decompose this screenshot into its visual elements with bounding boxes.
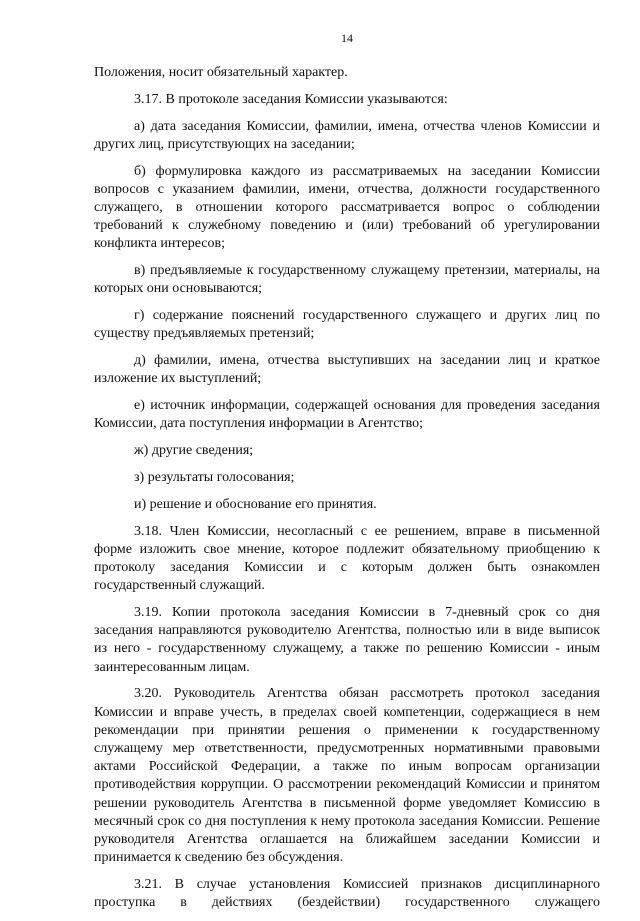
list-item-v: в) предъявляемые к государственному служащему претензии, материалы, на которых они основываются; (94, 263, 600, 297)
paragraph-3-17: 3.17. В протоколе заседания Комиссии указываются: (134, 91, 448, 107)
list-item-z: з) результаты голосования; (134, 470, 295, 485)
list-item-d: д) фамилии, имена, отчества выступивших на заседании лиц и краткое изложение их выступлений; (94, 353, 600, 387)
list-item-b: б) формулировка каждого из рассматриваемых на заседании Комиссии вопросов с указанием фамилии, имени, отчества, должности государственного служащего, в отношении которого рассматривается вопрос о соблюдении требований к служебному поведению и (или) требований об урегулировании конфликта интересов; (94, 163, 600, 252)
page-number: 14 (341, 31, 353, 45)
paragraph-3-19: 3.19. Копии протокола заседания Комиссии в 7-дневный срок со дня заседания направляются руководителю Агентства, полностью или в виде выписок из него - государственному служащему, а также по решению Комиссии - иным заинтересованным лицам. (94, 605, 600, 675)
document-page (94, 30, 600, 921)
paragraph-continuation: Положения, носит обязательный характер. (94, 65, 348, 80)
list-item-zh: ж) другие сведения; (134, 443, 254, 459)
paragraph-3-20: 3.20. Руководитель Агентства обязан рассмотреть протокол заседания Комиссии и вправе учесть, в пределах своей компетенции, содержащиеся в нем рекомендации при принятии решения о применении к государственному служащему мер ответственности, предусмотренных нормативными правовыми актами Российской Федерации, а также по иным вопросам организации противодействия коррупции. О рассмотрении рекомендаций Комиссии и принятом решении руководитель Агентства в письменной форме уведомляет Комиссию в месячный срок со дня поступления к нему протокола заседания Комиссии. Решение руководителя Агентства оглашается на ближайшем заседании Комиссии и принимается к сведению без обсуждения. (94, 686, 600, 866)
paragraph-3-18: 3.18. Член Комиссии, несогласный с ее решением, вправе в письменной форме изложить свое мнение, которое подлежит обязательному приобщению к протоколу заседания Комиссии и с которым должен быть ознакомлен государственный служащий. (94, 523, 600, 594)
list-item-e: е) источник информации, содержащей основания для проведения заседания Комиссии, дата поступления информации в Агентство; (94, 398, 600, 432)
list-item-g: г) содержание пояснений государственного служащего и других лиц по существу предъявляемых претензий; (94, 308, 600, 342)
list-item-i: и) решение и обоснование его принятия. (134, 496, 377, 512)
list-item-a: а) дата заседания Комиссии, фамилии, имена, отчества членов Комиссии и других лиц, присутствующих на заседании; (94, 118, 600, 152)
paragraph-3-21: 3.21. В случае установления Комиссией признаков дисциплинарного проступка в действиях (бездействии) государственного служащего (94, 877, 600, 911)
